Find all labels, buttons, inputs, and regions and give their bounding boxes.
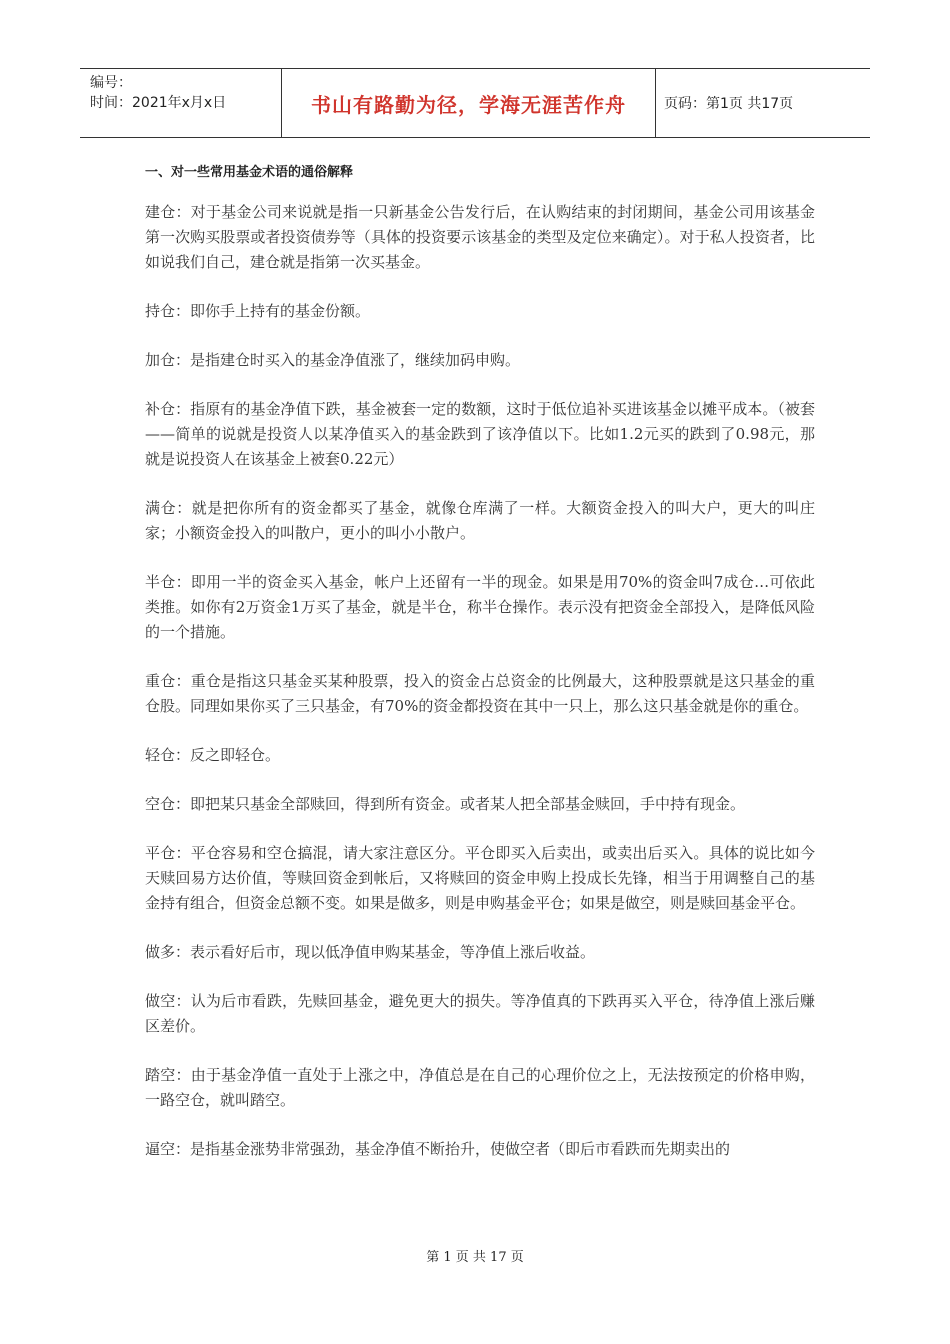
paragraph-takong: 踏空：由于基金净值一直处于上涨之中，净值总是在自己的心理价位之上，无法按预定的价格申购，一路空仓，就叫踏空。 <box>145 1066 815 1109</box>
header-meta <box>80 69 282 137</box>
date-label: 时间：2021年x月x日 <box>90 95 227 111</box>
paragraph-zuokong: 做空：认为后市看跌，先赎回基金，避免更大的损失。等净值真的下跌再买入平仓，待净值上涨后赚区差价。 <box>145 992 815 1035</box>
page-footer: 第 1 页 共 17 页 <box>426 1250 524 1265</box>
paragraph-bancang: 半仓：即用一半的资金买入基金，帐户上还留有一半的现金。如果是用70%的资金叫7成仓…可依此类推。如你有2万资金1万买了基金，就是半仓，称半仓操作。表示没有把资金全部投入，是降低风险的一个措施。 <box>145 573 815 641</box>
paragraph-pingcang: 平仓：平仓容易和空仓搞混，请大家注意区分。平仓即买入后卖出，或卖出后买入。具体的说比如今天赎回易方达价值，等赎回资金到帐后，又将赎回的资金申购上投成长先锋，相当于用调整自己的基金持有组合，但资金总额不变。如果是做多，则是申购基金平仓；如果是做空，则是赎回基金平仓。 <box>145 844 815 912</box>
code-label: 编号： <box>90 75 132 91</box>
page-header <box>80 68 870 138</box>
paragraph-bikong: 逼空：是指基金涨势非常强劲，基金净值不断抬升，使做空者（即后市看跌而先期卖出的 <box>145 1140 731 1158</box>
header-motto: 书山有路勤为径，学海无涯苦作舟 <box>282 69 656 137</box>
paragraph-bucang: 补仓：指原有的基金净值下跌，基金被套一定的数额，这时于低位追补买进该基金以摊平成本。（被套——简单的说就是投资人以某净值买入的基金跌到了该净值以下。比如1.2元买的跌到了0.98元，那就是说投资人在该基金上被套0.22元） <box>145 400 815 468</box>
paragraph-kongcang: 空仓：即把某只基金全部赎回，得到所有资金。或者某人把全部基金赎回，手中持有现金。 <box>145 795 746 813</box>
paragraph-jiancang: 建仓：对于基金公司来说就是指一只新基金公告发行后，在认购结束的封闭期间，基金公司用该基金第一次购买股票或者投资债券等（具体的投资要示该基金的类型及定位来确定）。对于私人投资者，比如说我们自己，建仓就是指第一次买基金。 <box>145 203 815 271</box>
header-page-info: 页码：第1页 共17页 <box>664 96 794 112</box>
document-body <box>145 150 815 1186</box>
paragraph-qingcang: 轻仓：反之即轻仓。 <box>145 746 281 764</box>
paragraph-zhongcang: 重仓：重仓是指这只基金买某种股票，投入的资金占总资金的比例最大，这种股票就是这只基金的重仓股。同理如果你买了三只基金，有70%的资金都投资在其中一只上，那么这只基金就是你的重仓。 <box>145 672 815 715</box>
section-heading: 一、对一些常用基金术语的通俗解释 <box>145 165 354 180</box>
paragraph-chicang: 持仓：即你手上持有的基金份额。 <box>145 302 371 320</box>
paragraph-mancang: 满仓：就是把你所有的资金都买了基金，就像仓库满了一样。大额资金投入的叫大户，更大的叫庄家；小额资金投入的叫散户，更小的叫小小散户。 <box>145 499 815 542</box>
paragraph-zuoduo: 做多：表示看好后市，现以低净值申购某基金，等净值上涨后收益。 <box>145 943 596 961</box>
paragraph-jiacang: 加仓：是指建仓时买入的基金净值涨了，继续加码申购。 <box>145 351 521 369</box>
